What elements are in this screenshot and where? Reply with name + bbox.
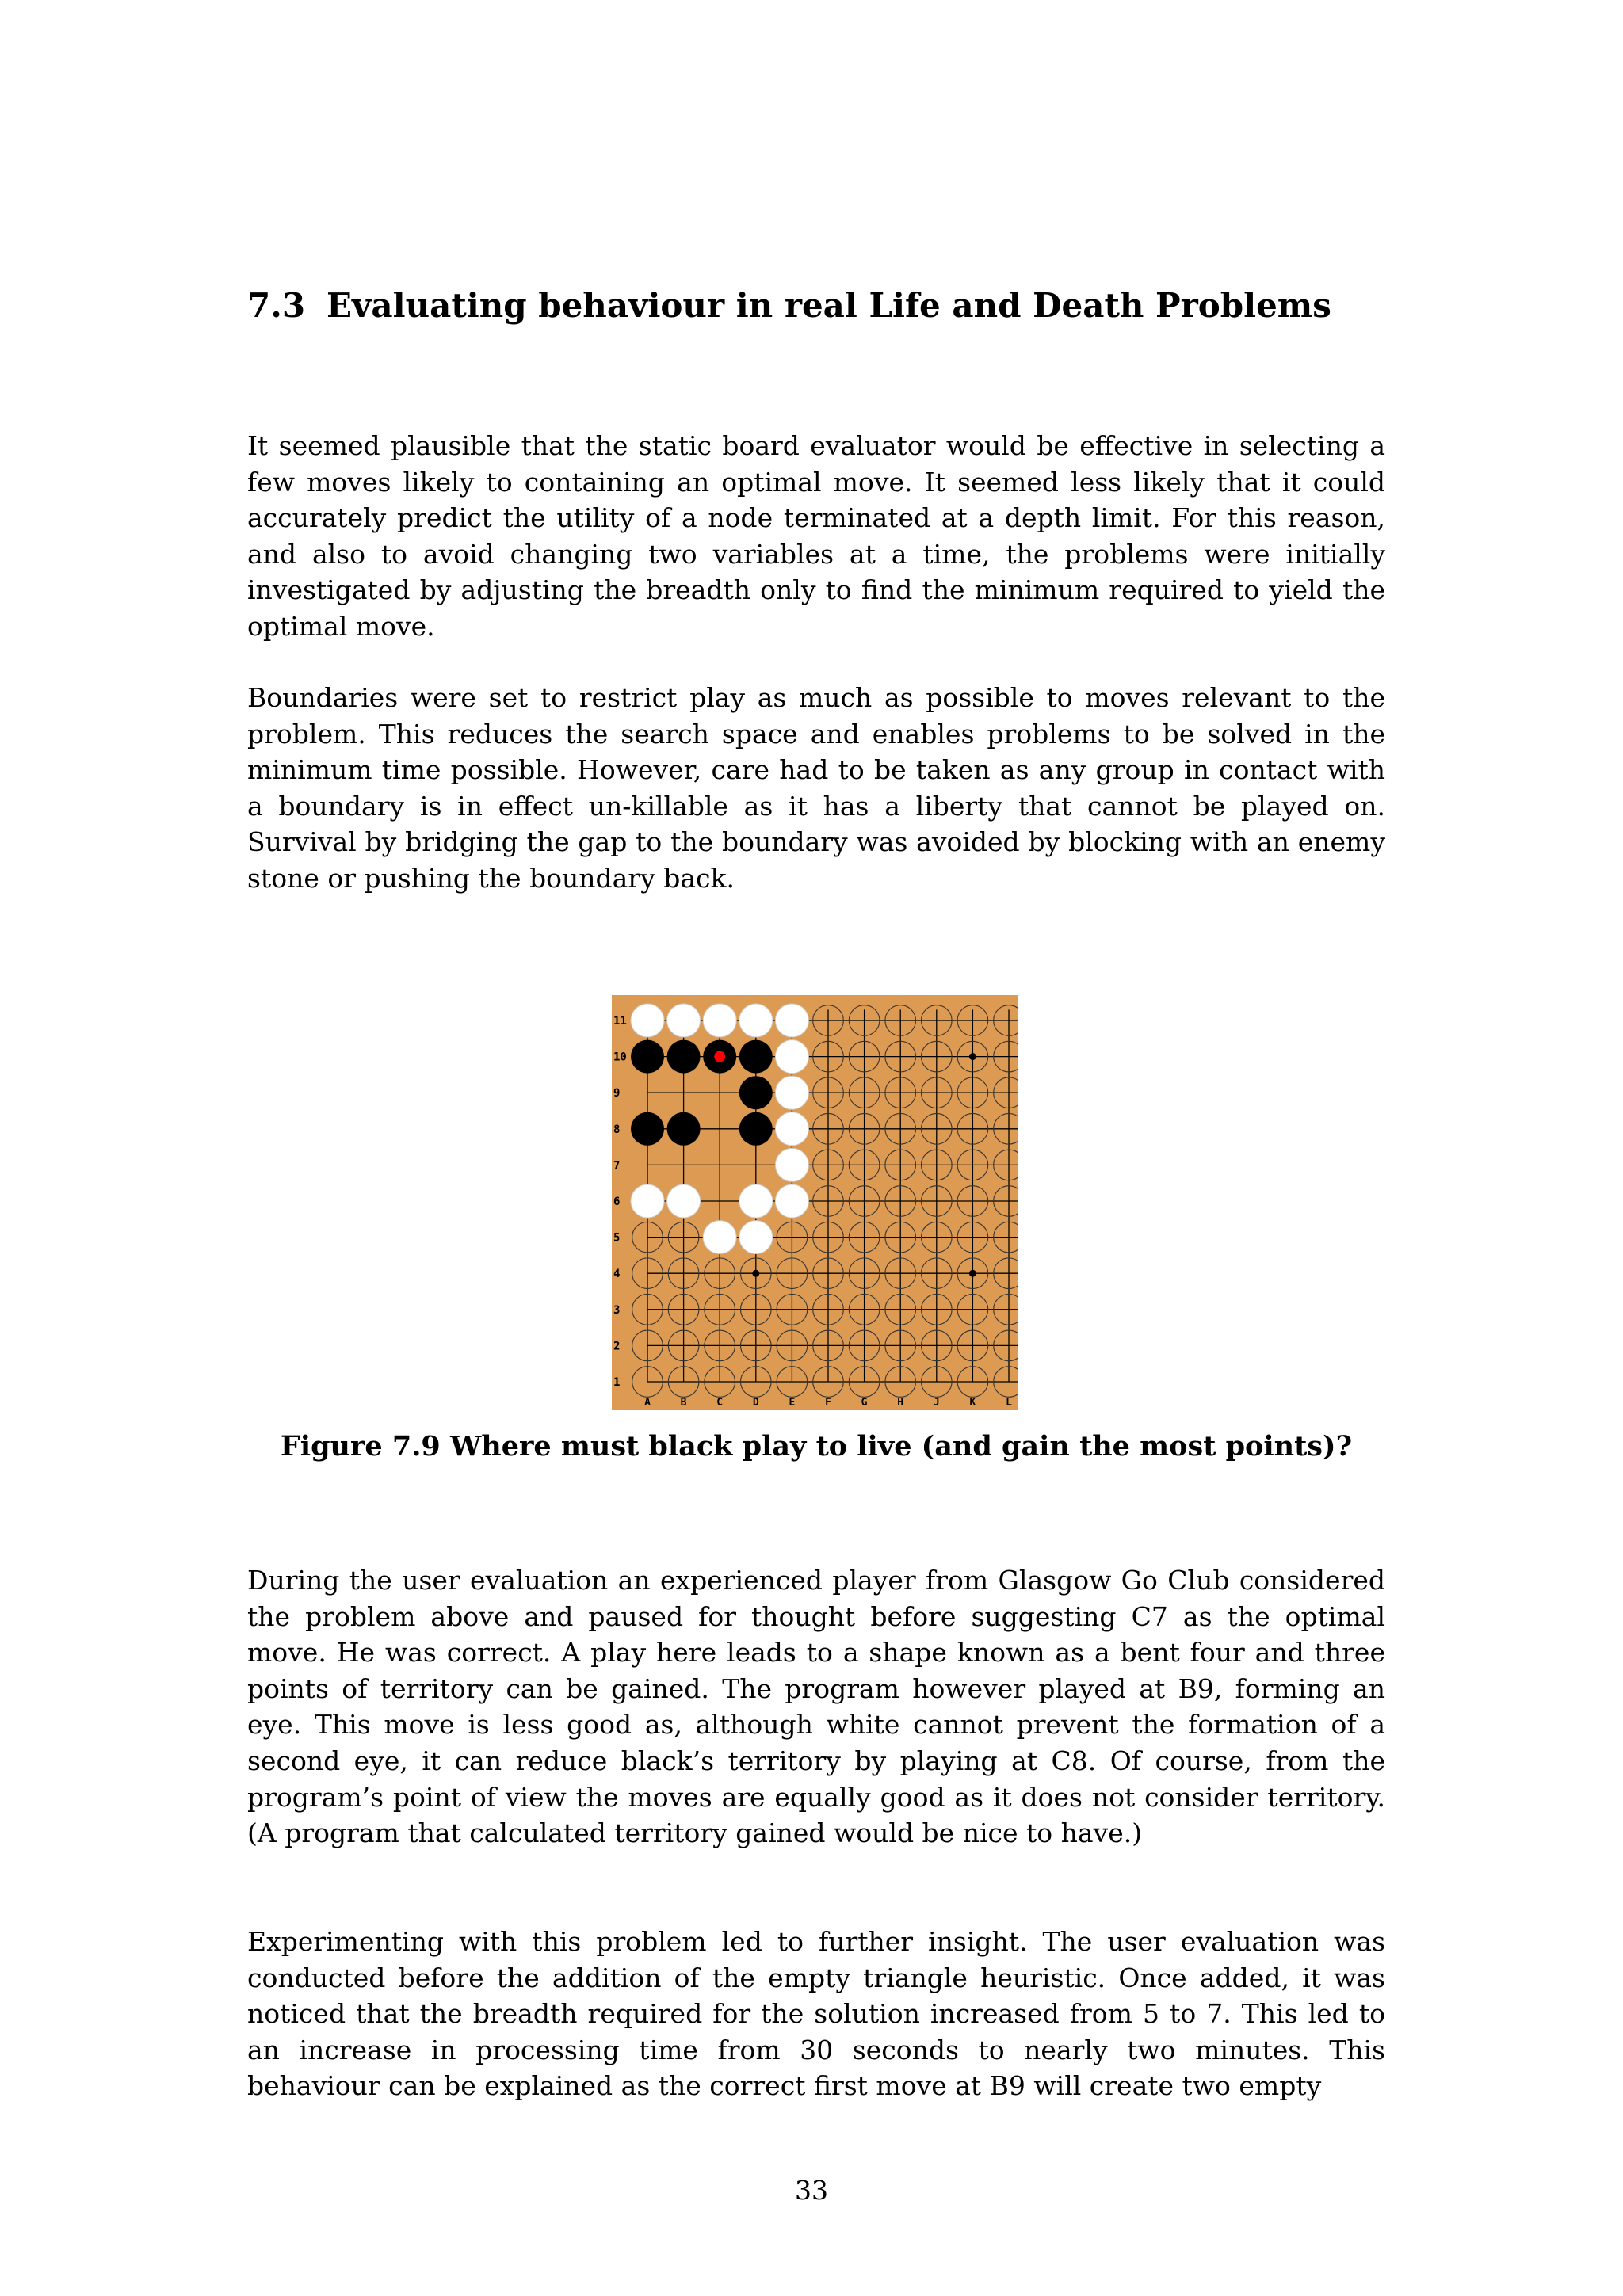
go-board-figure bbox=[612, 995, 1018, 1410]
white-stone bbox=[775, 1004, 808, 1037]
white-stone bbox=[775, 1184, 808, 1218]
column-label: J bbox=[933, 1397, 940, 1409]
section-heading bbox=[247, 284, 1331, 328]
black-stone bbox=[631, 1040, 664, 1074]
white-stone bbox=[631, 1184, 664, 1218]
last-move-marker bbox=[714, 1051, 725, 1062]
row-label: 1 bbox=[613, 1376, 621, 1389]
row-label: 3 bbox=[613, 1303, 621, 1317]
paragraph-1: It seemed plausible that the static board evaluator would be effective in selecting a few moves likely to containing an optimal move. It seemed less likely that it could accurately predict the utility of a node terminated at a depth limit. For this reason, and also to avoid changing two variables at a time, the problems were initially investigated by adjusting the breadth only to find the minimum required to yield the optimal move. bbox=[247, 430, 1385, 642]
black-stone bbox=[739, 1040, 773, 1074]
row-label: 7 bbox=[613, 1159, 621, 1173]
row-label: 5 bbox=[613, 1231, 621, 1245]
paragraph-4: Experimenting with this problem led to further insight. The user evaluation was conducted before the addition of the empty triangle heuristic. Once added, it was noticed that the breadth required for the solution increased from 5 to 7. This led to an increase in processing time from 30 seconds to nearly two minutes. This behaviour can be explained as the correct first move at B9 will create two empty bbox=[247, 1926, 1385, 2102]
white-stone bbox=[739, 1184, 773, 1218]
white-stone bbox=[739, 1004, 773, 1037]
column-label: B bbox=[680, 1397, 687, 1409]
white-stone bbox=[631, 1004, 664, 1037]
column-label: A bbox=[644, 1397, 651, 1409]
column-label: D bbox=[752, 1397, 759, 1409]
row-label: 4 bbox=[613, 1268, 621, 1281]
column-label: G bbox=[861, 1397, 868, 1409]
white-stone bbox=[775, 1112, 808, 1146]
white-stone bbox=[703, 1221, 736, 1254]
row-label: 10 bbox=[613, 1051, 627, 1064]
figure-caption: Figure 7.9 Where must black play to live (and gain the most points)? bbox=[280, 1430, 1353, 1463]
white-stone bbox=[775, 1040, 808, 1074]
column-label: K bbox=[969, 1397, 976, 1409]
star-point bbox=[969, 1053, 976, 1060]
white-stone bbox=[667, 1004, 701, 1037]
paragraph-2: Boundaries were set to restrict play as much as possible to moves relevant to the problem. This reduces the search space and enables problems to be solved in the minimum time possible. However, care had to be taken as any group in contact with a boundary is in effect un-killable as it has a liberty that cannot be played on. Survival by bridging the gap to the boundary was avoided by blocking with an enemy stone or pushing the boundary back. bbox=[247, 682, 1385, 894]
page-number: 33 bbox=[795, 2175, 828, 2206]
black-stone bbox=[667, 1040, 701, 1074]
row-label: 6 bbox=[613, 1196, 621, 1208]
black-stone bbox=[667, 1112, 701, 1146]
column-label: L bbox=[1006, 1397, 1012, 1409]
column-label: C bbox=[716, 1397, 724, 1409]
paragraph-3: During the user evaluation an experienced player from Glasgow Go Club considered the problem above and paused for thought before suggesting C7 as the optimal move. He was correct. A play here leads to a shape known as a bent four and three points of territory can be gained. The program however played at B9, forming an eye. This move is less good as, although white cannot prevent the formation of a second eye, it can reduce black’s territory by playing at C8. Of course, from the program’s point of view the moves are equally good as it does not consider territory. (A program that calculated territory gained would be nice to have.) bbox=[247, 1565, 1385, 1849]
go-board bbox=[612, 995, 1018, 1410]
column-label: F bbox=[825, 1397, 831, 1409]
white-stone bbox=[739, 1221, 773, 1254]
row-label: 9 bbox=[613, 1087, 621, 1100]
black-stone bbox=[739, 1112, 773, 1146]
star-point bbox=[752, 1270, 759, 1277]
star-point bbox=[969, 1270, 976, 1277]
column-label: H bbox=[897, 1397, 904, 1409]
section-number: 7.3 bbox=[247, 286, 306, 325]
white-stone bbox=[775, 1076, 808, 1109]
white-stone bbox=[703, 1004, 736, 1037]
black-stone bbox=[631, 1112, 664, 1146]
row-label: 2 bbox=[613, 1340, 621, 1353]
section-title: Evaluating behaviour in real Life and Death Problems bbox=[327, 286, 1331, 325]
black-stone bbox=[739, 1076, 773, 1109]
column-label: E bbox=[789, 1397, 796, 1409]
white-stone bbox=[775, 1148, 808, 1181]
row-label: 8 bbox=[613, 1123, 621, 1136]
white-stone bbox=[667, 1184, 701, 1218]
row-label: 11 bbox=[613, 1015, 627, 1028]
